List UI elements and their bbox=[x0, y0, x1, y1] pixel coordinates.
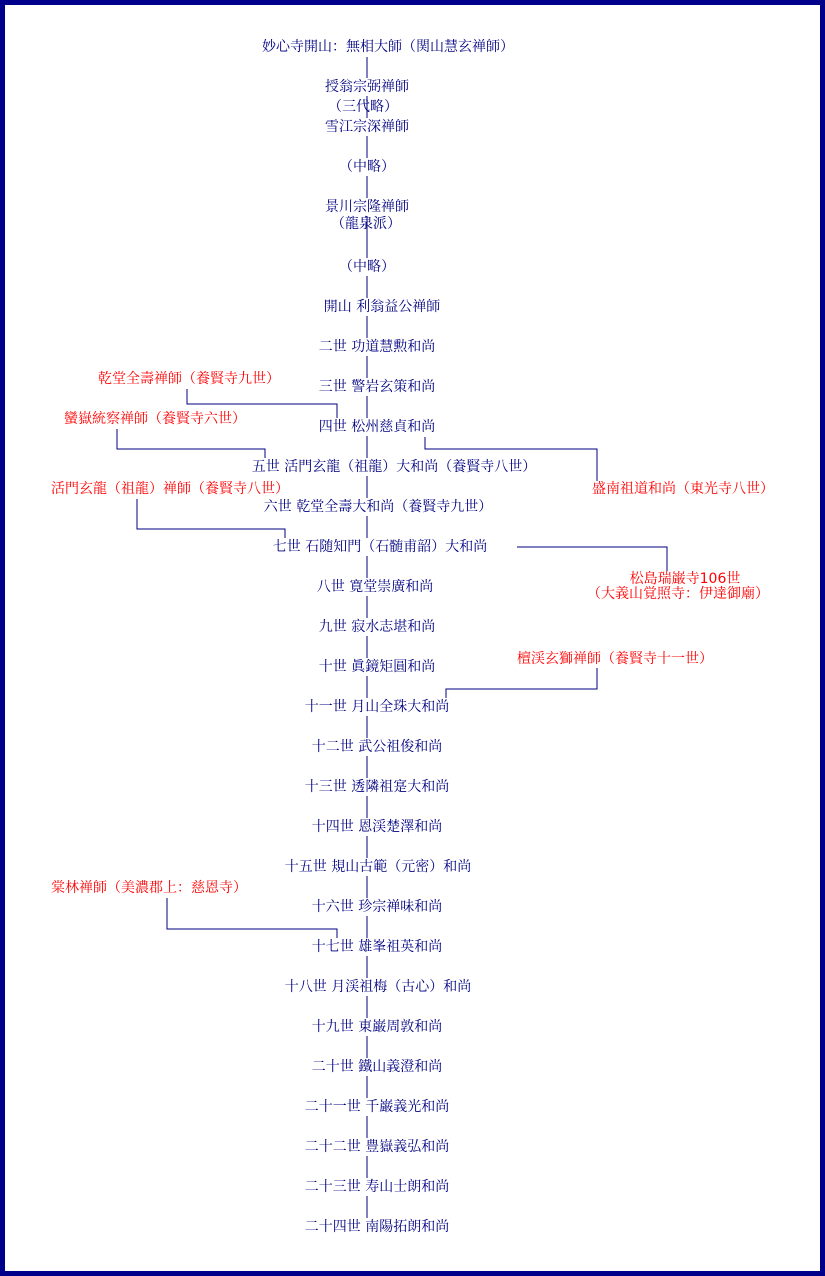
side-node-dankei: 檀渓玄獅禅師（養賢寺十一世） bbox=[517, 651, 713, 667]
lineage-node-gen-16: 十六世 珍宗禅味和尚 bbox=[311, 899, 443, 915]
lineage-node-gen-18: 十八世 月渓祖梅（古心）和尚 bbox=[284, 979, 472, 995]
lineage-node-gen-3: 三世 警岩玄策和尚 bbox=[318, 379, 436, 395]
lineage-node-gen-14: 十四世 恩渓楚澤和尚 bbox=[311, 819, 443, 835]
side-node-kendo: 乾堂全壽禅師（養賢寺九世） bbox=[98, 371, 280, 387]
lineage-node-gen-20: 二十世 鐵山義澄和尚 bbox=[311, 1059, 443, 1075]
lineage-node-gen-17: 十七世 雄峯祖英和尚 bbox=[311, 939, 443, 955]
lineage-node-gen-6: 六世 乾堂全壽大和尚（養賢寺九世） bbox=[263, 499, 493, 515]
lineage-node-gen-13: 十三世 透隣祖寔大和尚 bbox=[304, 779, 450, 795]
lineage-node-gen-15: 十五世 規山古範（元密）和尚 bbox=[284, 859, 472, 875]
lineage-node-gen-7: 七世 石随知門（石髄甫韶）大和尚 bbox=[272, 539, 488, 555]
lineage-node-gen-19: 十九世 東巌周敦和尚 bbox=[311, 1019, 443, 1035]
connector-branch-bangaku bbox=[117, 429, 265, 459]
lineage-node-gen-24: 二十四世 南陽拓朗和尚 bbox=[304, 1219, 450, 1235]
connector-branch-dankei bbox=[446, 668, 597, 699]
lineage-node-kaisan: 開山 利翁益公禅師 bbox=[323, 299, 441, 315]
connector-lines bbox=[5, 5, 820, 1271]
lineage-node-ryosen-school: （龍泉派） bbox=[331, 216, 401, 232]
lineage-node-omission: （中略） bbox=[339, 259, 395, 275]
lineage-node-omission: （中略） bbox=[339, 159, 395, 175]
lineage-node-omission: （三代略） bbox=[328, 99, 398, 115]
lineage-node-gen-4: 四世 松州慈貞和尚 bbox=[318, 419, 436, 435]
side-node-kakushoji: （大義山覚照寺：伊達御廟） bbox=[587, 586, 769, 602]
lineage-node-gen-9: 九世 寂水志堪和尚 bbox=[318, 619, 436, 635]
lineage-node-juo: 授翁宗弼禅師 bbox=[325, 79, 409, 95]
connector-branch-zuiganji bbox=[517, 547, 667, 571]
lineage-node-gen-23: 二十三世 寿山士朗和尚 bbox=[304, 1179, 450, 1195]
lineage-node-gen-5: 五世 活門玄龍（祖龍）大和尚（養賢寺八世） bbox=[251, 459, 537, 475]
lineage-node-gen-12: 十二世 武公祖俊和尚 bbox=[311, 739, 443, 755]
lineage-node-gen-8: 八世 寛堂崇廣和尚 bbox=[316, 579, 434, 595]
lineage-node-gen-10: 十世 眞鏡矩圓和尚 bbox=[318, 659, 436, 675]
lineage-node-keisen: 景川宗隆禅師 bbox=[325, 199, 409, 215]
side-node-torin: 棠林禅師（美濃郡上：慈恩寺） bbox=[51, 880, 247, 896]
lineage-node-gen-11: 十一世 月山全珠大和尚 bbox=[304, 699, 450, 715]
side-node-seinan: 盛南祖道和尚（東光寺八世） bbox=[592, 481, 774, 497]
lineage-node-gen-21: 二十一世 千巌義光和尚 bbox=[304, 1099, 450, 1115]
side-node-katsumon: 活門玄龍（祖龍）禅師（養賢寺八世） bbox=[51, 481, 289, 497]
lineage-node-gen-22: 二十二世 豊嶽義弘和尚 bbox=[304, 1139, 450, 1155]
side-node-zuiganji: 松島瑞巌寺106世 bbox=[629, 571, 741, 587]
lineage-node-gen-2: 二世 功道慧勲和尚 bbox=[318, 339, 436, 355]
lineage-node-founder: 妙心寺開山：無相大師（関山慧玄禅師） bbox=[262, 39, 514, 55]
side-node-bangaku: 蠻嶽統察禅師（養賢寺六世） bbox=[64, 411, 246, 427]
lineage-node-sekko: 雪江宗深禅師 bbox=[325, 119, 409, 135]
